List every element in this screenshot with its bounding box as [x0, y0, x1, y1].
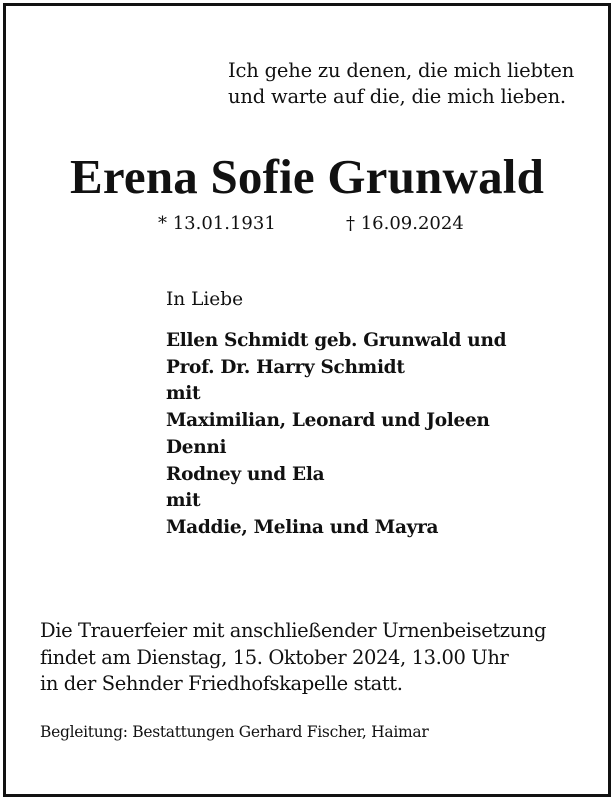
service-details	[40, 618, 546, 698]
mourners-list	[166, 328, 506, 542]
motto-quote	[228, 58, 574, 110]
mourner-line: mit	[166, 490, 201, 512]
mourner-line: Prof. Dr. Harry Schmidt	[166, 356, 405, 378]
motto-line-2: und warte auf die, die mich lieben.	[228, 85, 566, 108]
mourner-line: Denni	[166, 436, 227, 458]
motto-line-1: Ich gehe zu denen, die mich liebten	[228, 59, 575, 82]
birth-date: * 13.01.1931	[158, 213, 276, 234]
death-date: † 16.09.2024	[346, 213, 464, 234]
service-line: findet am Dienstag, 15. Oktober 2024, 13.00 Uhr	[40, 645, 509, 669]
mourner-line: Ellen Schmidt geb. Grunwald und	[166, 330, 507, 351]
deceased-name: Erena Sofie Grunwald	[69, 149, 545, 204]
mourner-line: Maddie, Melina und Mayra	[166, 516, 439, 538]
service-line: Die Trauerfeier mit anschließender Urnenbeisetzung	[40, 619, 547, 642]
funeral-home-credit: Begleitung: Bestattungen Gerhard Fischer, Haimar	[40, 723, 429, 741]
mourner-line: Rodney und Ela	[166, 463, 325, 485]
mourners-intro: In Liebe	[166, 289, 244, 310]
service-line: in der Sehnder Friedhofskapelle statt.	[40, 672, 403, 695]
mourner-line: Maximilian, Leonard und Joleen	[166, 410, 490, 432]
mourner-line: mit	[166, 383, 201, 405]
